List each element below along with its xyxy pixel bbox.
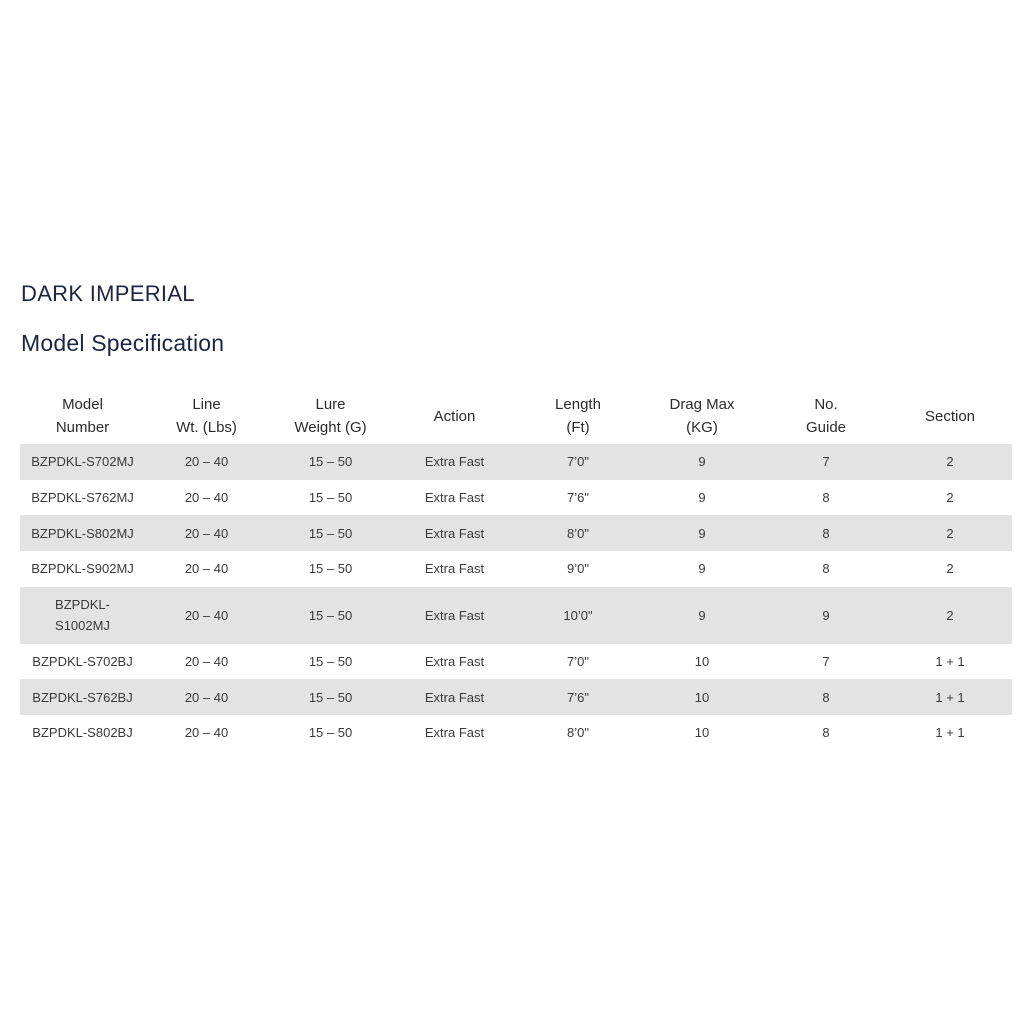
cell-drag-max: 10: [694, 725, 710, 741]
cell-lure-weight: 15 – 50: [308, 525, 353, 541]
cell-action: Extra Fast: [424, 561, 485, 577]
column-header-line: Wt. (Lbs): [176, 419, 237, 436]
cell-length: 7’0": [567, 654, 589, 670]
cell-model-number: BZPDKL-S802BJ: [32, 725, 133, 741]
cell-section: 1 + 1: [935, 689, 965, 705]
cell-model-number: BZPDKL-S1002MJ: [55, 597, 110, 634]
cell-lure-weight: 15 – 50: [308, 654, 353, 670]
brand-title: DARK IMPERIAL: [21, 281, 195, 306]
column-header-drag-max: [640, 388, 764, 444]
cell-length: 8’0": [567, 725, 589, 741]
column-header-line: Drag Max: [669, 396, 735, 413]
column-header-line: (Ft): [566, 419, 590, 436]
column-header-line: No.: [814, 396, 838, 413]
cell-line-weight: 20 – 40: [184, 525, 229, 541]
column-header-length: [516, 388, 640, 444]
cell-action: Extra Fast: [424, 689, 485, 705]
cell-length: 8’0": [567, 525, 589, 541]
cell-no-guide: 8: [822, 689, 830, 705]
cell-action: Extra Fast: [424, 454, 485, 470]
cell-length: 7’6": [567, 689, 589, 705]
cell-length: 7’0": [567, 454, 589, 470]
cell-section: 2: [946, 525, 954, 541]
cell-drag-max: 10: [694, 689, 710, 705]
cell-no-guide: 7: [822, 654, 830, 670]
column-header-no-guide: [764, 388, 888, 444]
cell-action: Extra Fast: [424, 654, 485, 670]
column-header-line: Lure: [315, 396, 346, 413]
cell-model-number: BZPDKL-S902MJ: [31, 561, 134, 577]
table-row: [20, 644, 1012, 680]
cell-length: 7’6": [567, 490, 589, 506]
table-header: [20, 388, 1012, 444]
cell-line-weight: 20 – 40: [184, 689, 229, 705]
cell-line-weight: 20 – 40: [184, 654, 229, 670]
cell-model-number: BZPDKL-S762MJ: [31, 490, 134, 506]
cell-section: 2: [946, 561, 954, 577]
cell-lure-weight: 15 – 50: [308, 689, 353, 705]
cell-no-guide: 8: [822, 725, 830, 741]
cell-drag-max: 9: [698, 607, 706, 623]
column-header-line: Weight (G): [294, 419, 367, 436]
cell-no-guide: 8: [822, 561, 830, 577]
cell-no-guide: 8: [822, 490, 830, 506]
cell-line-weight: 20 – 40: [184, 490, 229, 506]
cell-lure-weight: 15 – 50: [308, 561, 353, 577]
cell-drag-max: 10: [694, 654, 710, 670]
column-header-lure-weight: [268, 388, 393, 444]
column-header-line: Length: [555, 396, 601, 413]
cell-no-guide: 8: [822, 525, 830, 541]
cell-action: Extra Fast: [424, 525, 485, 541]
column-header-line: Line: [192, 396, 221, 413]
cell-section: 2: [946, 607, 954, 623]
cell-drag-max: 9: [698, 525, 706, 541]
table-row: [20, 679, 1012, 715]
section-title: Model Specification: [21, 330, 225, 356]
cell-no-guide: 9: [822, 607, 830, 623]
cell-model-number: BZPDKL-S802MJ: [31, 525, 134, 541]
cell-action: Extra Fast: [424, 725, 485, 741]
table-row: [20, 480, 1012, 516]
column-header-section: [888, 388, 1012, 444]
column-header-line-weight: [145, 388, 268, 444]
cell-lure-weight: 15 – 50: [308, 454, 353, 470]
cell-line-weight: 20 – 40: [184, 607, 229, 623]
column-header-line: Action: [433, 407, 476, 425]
column-header-line: Model: [62, 396, 103, 413]
cell-section: 1 + 1: [935, 725, 965, 741]
column-header-model-number: [20, 388, 145, 444]
cell-lure-weight: 15 – 50: [308, 490, 353, 506]
cell-drag-max: 9: [698, 561, 706, 577]
header-row: [20, 388, 1012, 444]
cell-action: Extra Fast: [424, 490, 485, 506]
table-row: [20, 715, 1012, 751]
cell-length: 10’0": [563, 607, 593, 623]
cell-model-number: BZPDKL-S762BJ: [32, 689, 133, 705]
cell-section: 1 + 1: [935, 654, 965, 670]
column-header-action: [393, 388, 516, 444]
cell-length: 9’0": [567, 561, 589, 577]
cell-section: 2: [946, 454, 954, 470]
cell-lure-weight: 15 – 50: [308, 725, 353, 741]
table-row: [20, 587, 1012, 644]
column-header-line: Number: [55, 419, 110, 436]
cell-lure-weight: 15 – 50: [308, 607, 353, 623]
column-header-line: Guide: [805, 419, 847, 436]
cell-drag-max: 9: [698, 454, 706, 470]
table-row: [20, 551, 1012, 587]
table-body: [20, 444, 1012, 751]
table-row: [20, 515, 1012, 551]
cell-action: Extra Fast: [424, 607, 485, 623]
column-header-line: Section: [924, 407, 976, 425]
column-header-line: (KG): [686, 419, 718, 436]
spec-table: [20, 388, 1012, 751]
cell-line-weight: 20 – 40: [184, 454, 229, 470]
cell-no-guide: 7: [822, 454, 830, 470]
cell-line-weight: 20 – 40: [184, 725, 229, 741]
table-row: [20, 444, 1012, 480]
cell-drag-max: 9: [698, 490, 706, 506]
cell-section: 2: [946, 490, 954, 506]
cell-model-number: BZPDKL-S702BJ: [32, 654, 133, 670]
cell-model-number: BZPDKL-S702MJ: [31, 454, 134, 470]
cell-line-weight: 20 – 40: [184, 561, 229, 577]
